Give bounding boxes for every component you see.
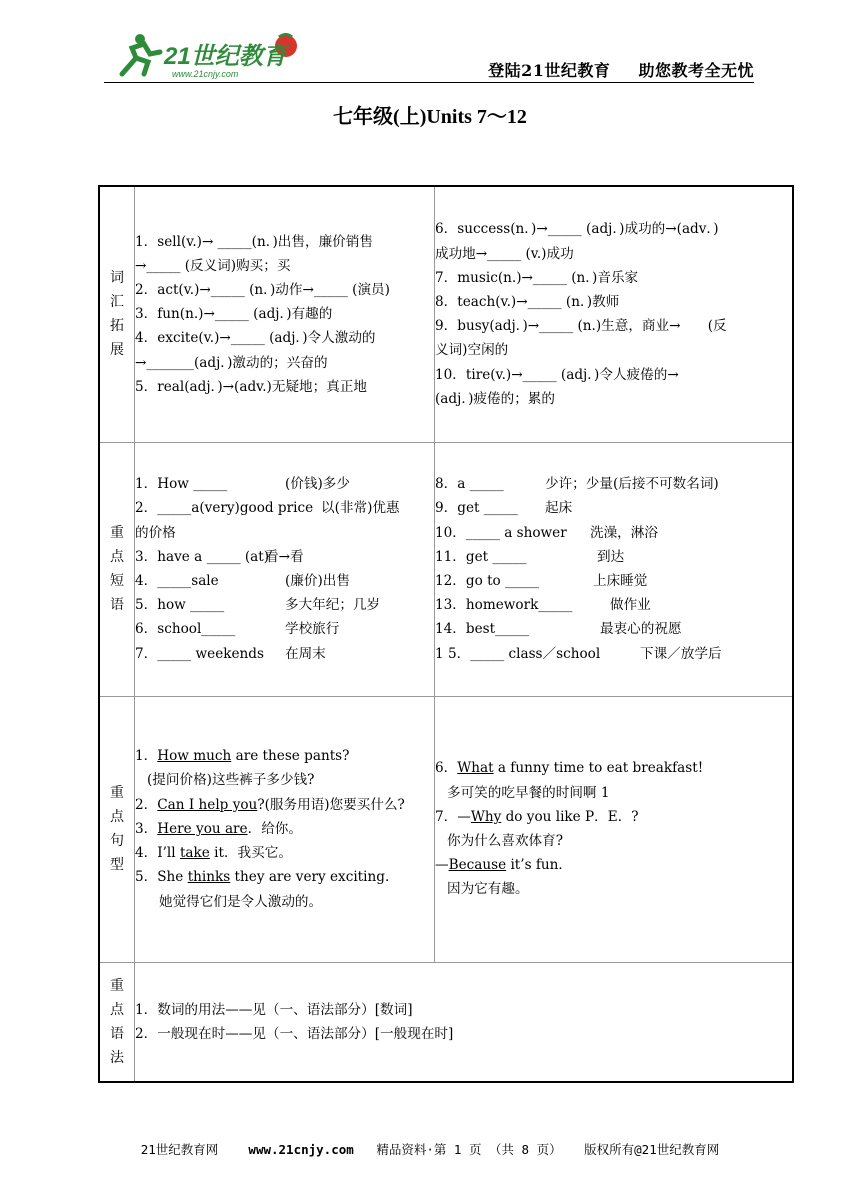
grammar-item: 1．数词的用法——见（一、语法部分）[数词] — [135, 1001, 413, 1018]
vocab-item: 2．act(v.)→_____ (n．)动作→_____ (演员) — [135, 281, 390, 298]
slogan-help: 助您教考全无忧 — [638, 61, 754, 80]
vocab-right — [435, 186, 794, 442]
sentences-right — [435, 696, 794, 962]
phrase-item: 6．school_____ 学校旅行 — [135, 621, 340, 638]
sentence-translation: 你为什么喜欢体育? — [447, 833, 564, 849]
page-title: 七年级(上)Units 7～12 — [333, 106, 527, 128]
sentence-item: 4．I’ll take it．我买它。 — [135, 845, 292, 862]
sentences-left — [135, 696, 435, 962]
phrase-item: 14．best_____ 最衷心的祝愿 — [435, 621, 682, 638]
phrase-item: 7．_____ weekends 在周末 — [135, 645, 326, 662]
phrase-item: 5．how _____ 多大年纪；几岁 — [135, 597, 381, 614]
sentence-item: 1．How much are these pants? — [135, 748, 350, 765]
footer-copyright: 版权所有@21世纪教育网 — [584, 1142, 720, 1157]
svg-text:21世纪教育: 21世纪教育 — [164, 43, 287, 70]
vocab-label: 词 汇 拓 展 — [99, 186, 135, 442]
vocab-item: 3．fun(n.)→_____ (adj．)有趣的 — [135, 306, 333, 323]
phrases-right — [435, 442, 794, 696]
grammar-row — [99, 962, 793, 1082]
footer-url[interactable]: www.21cnjy.com — [248, 1142, 354, 1157]
sentence-translation: 因为它有趣。 — [447, 881, 529, 898]
phrases-label: 重 点 短 语 — [99, 442, 135, 696]
vocab-item: 5．real(adj．)→(adv.)无疑地；真正地 — [135, 378, 368, 395]
vocab-item: 义词)空闲的 — [435, 342, 509, 359]
page-footer — [0, 1140, 860, 1158]
vocab-left — [135, 186, 435, 442]
phrase-item: 10．_____ a shower 洗澡，淋浴 — [435, 524, 658, 541]
phrase-item: 1 5．_____ class／school 下课／放学后 — [435, 645, 722, 662]
phrases-row — [99, 442, 793, 696]
page-header — [104, 28, 754, 84]
footer-page: 精品资料·第 1 页 （共 8 页） — [376, 1142, 562, 1157]
vocab-item: 9．busy(adj．)→_____ (n.)生意，商业→ (反 — [435, 318, 727, 335]
header-slogan — [466, 58, 754, 81]
sentence-item: 3．Here you are．给你。 — [135, 820, 302, 837]
phrase-item: 4．_____sale (廉价)出售 — [135, 573, 350, 589]
phrase-item: 13．homework_____ 做作业 — [435, 597, 651, 614]
phrase-item: 3．have a _____ (at) 看→看 — [135, 548, 304, 565]
svg-text:www.21cnjy.com: www.21cnjy.com — [172, 69, 239, 79]
vocab-item: (adj．)疲倦的；累的 — [435, 390, 555, 407]
phrase-item: 2．_____a(very)good price 以(非常)优惠 — [135, 500, 400, 517]
sentence-translation: (提问价格)这些裤子多少钱? — [147, 772, 315, 789]
slogan-login: 登陆21世纪教育 — [488, 61, 611, 80]
phrases-left — [135, 442, 435, 696]
grammar-label: 重 点 语 法 — [99, 962, 135, 1082]
sentences-label: 重 点 句 型 — [99, 696, 135, 962]
phrase-item: 9．get _____ 起床 — [435, 500, 573, 517]
vocab-item: →_____ (反义词)购买；买 — [135, 257, 291, 274]
vocab-item: 成功地→_____ (v.)成功 — [435, 245, 574, 262]
vocab-item: 4．excite(v.)→_____ (adj．)令人激动的 — [135, 330, 376, 347]
vocab-item: →_______(adj．)激动的；兴奋的 — [135, 354, 328, 371]
running-man-icon — [122, 34, 160, 74]
vocab-item: 8．teach(v.)→_____ (n．)教师 — [435, 294, 620, 311]
phrase-item: 的价格 — [135, 524, 176, 541]
grammar-item: 2．一般现在时——见（一、语法部分）[一般现在时] — [135, 1025, 454, 1042]
sentence-item: 7．—Why do you like P．E．? — [435, 808, 639, 825]
sentence-item: 6．What a funny time to eat breakfast! — [435, 760, 704, 777]
summary-table — [98, 185, 794, 1083]
sentences-row — [99, 696, 793, 962]
vocab-row — [99, 186, 793, 442]
phrase-item: 12．go to _____ 上床睡觉 — [435, 573, 648, 589]
site-logo — [114, 30, 314, 80]
sentence-item: 2．Can I help you?(服务用语)您要买什么? — [135, 796, 405, 813]
sentence-translation: 她觉得它们是令人激动的。 — [159, 893, 323, 910]
vocab-item: 1．sell(v.)→ _____(n．)出售，廉价销售 — [135, 233, 373, 250]
sentence-item: 5．She thinks they are very exciting． — [135, 869, 399, 886]
footer-site: 21世纪教育网 — [140, 1142, 219, 1157]
phrase-item: 11．get _____ 到达 — [435, 548, 625, 565]
sentence-translation: 多可笑的吃早餐的时间啊 1 — [447, 784, 610, 801]
grammar-content — [135, 962, 794, 1082]
phrase-item: 1．How _____ (价钱)多少 — [135, 476, 350, 493]
vocab-item: 7．music(n.)→_____ (n．)音乐家 — [435, 269, 639, 286]
header-divider — [104, 82, 754, 83]
vocab-item: 10．tire(v.)→_____ (adj．)令人疲倦的→ — [435, 366, 679, 383]
phrase-item: 8．a _____ 少许；少量(后接不可数名词) — [435, 476, 719, 493]
vocab-item: 6．success(n．)→_____ (adj．)成功的→(adv．) — [435, 221, 719, 238]
sentence-item: —Because it’s fun． — [435, 857, 573, 874]
